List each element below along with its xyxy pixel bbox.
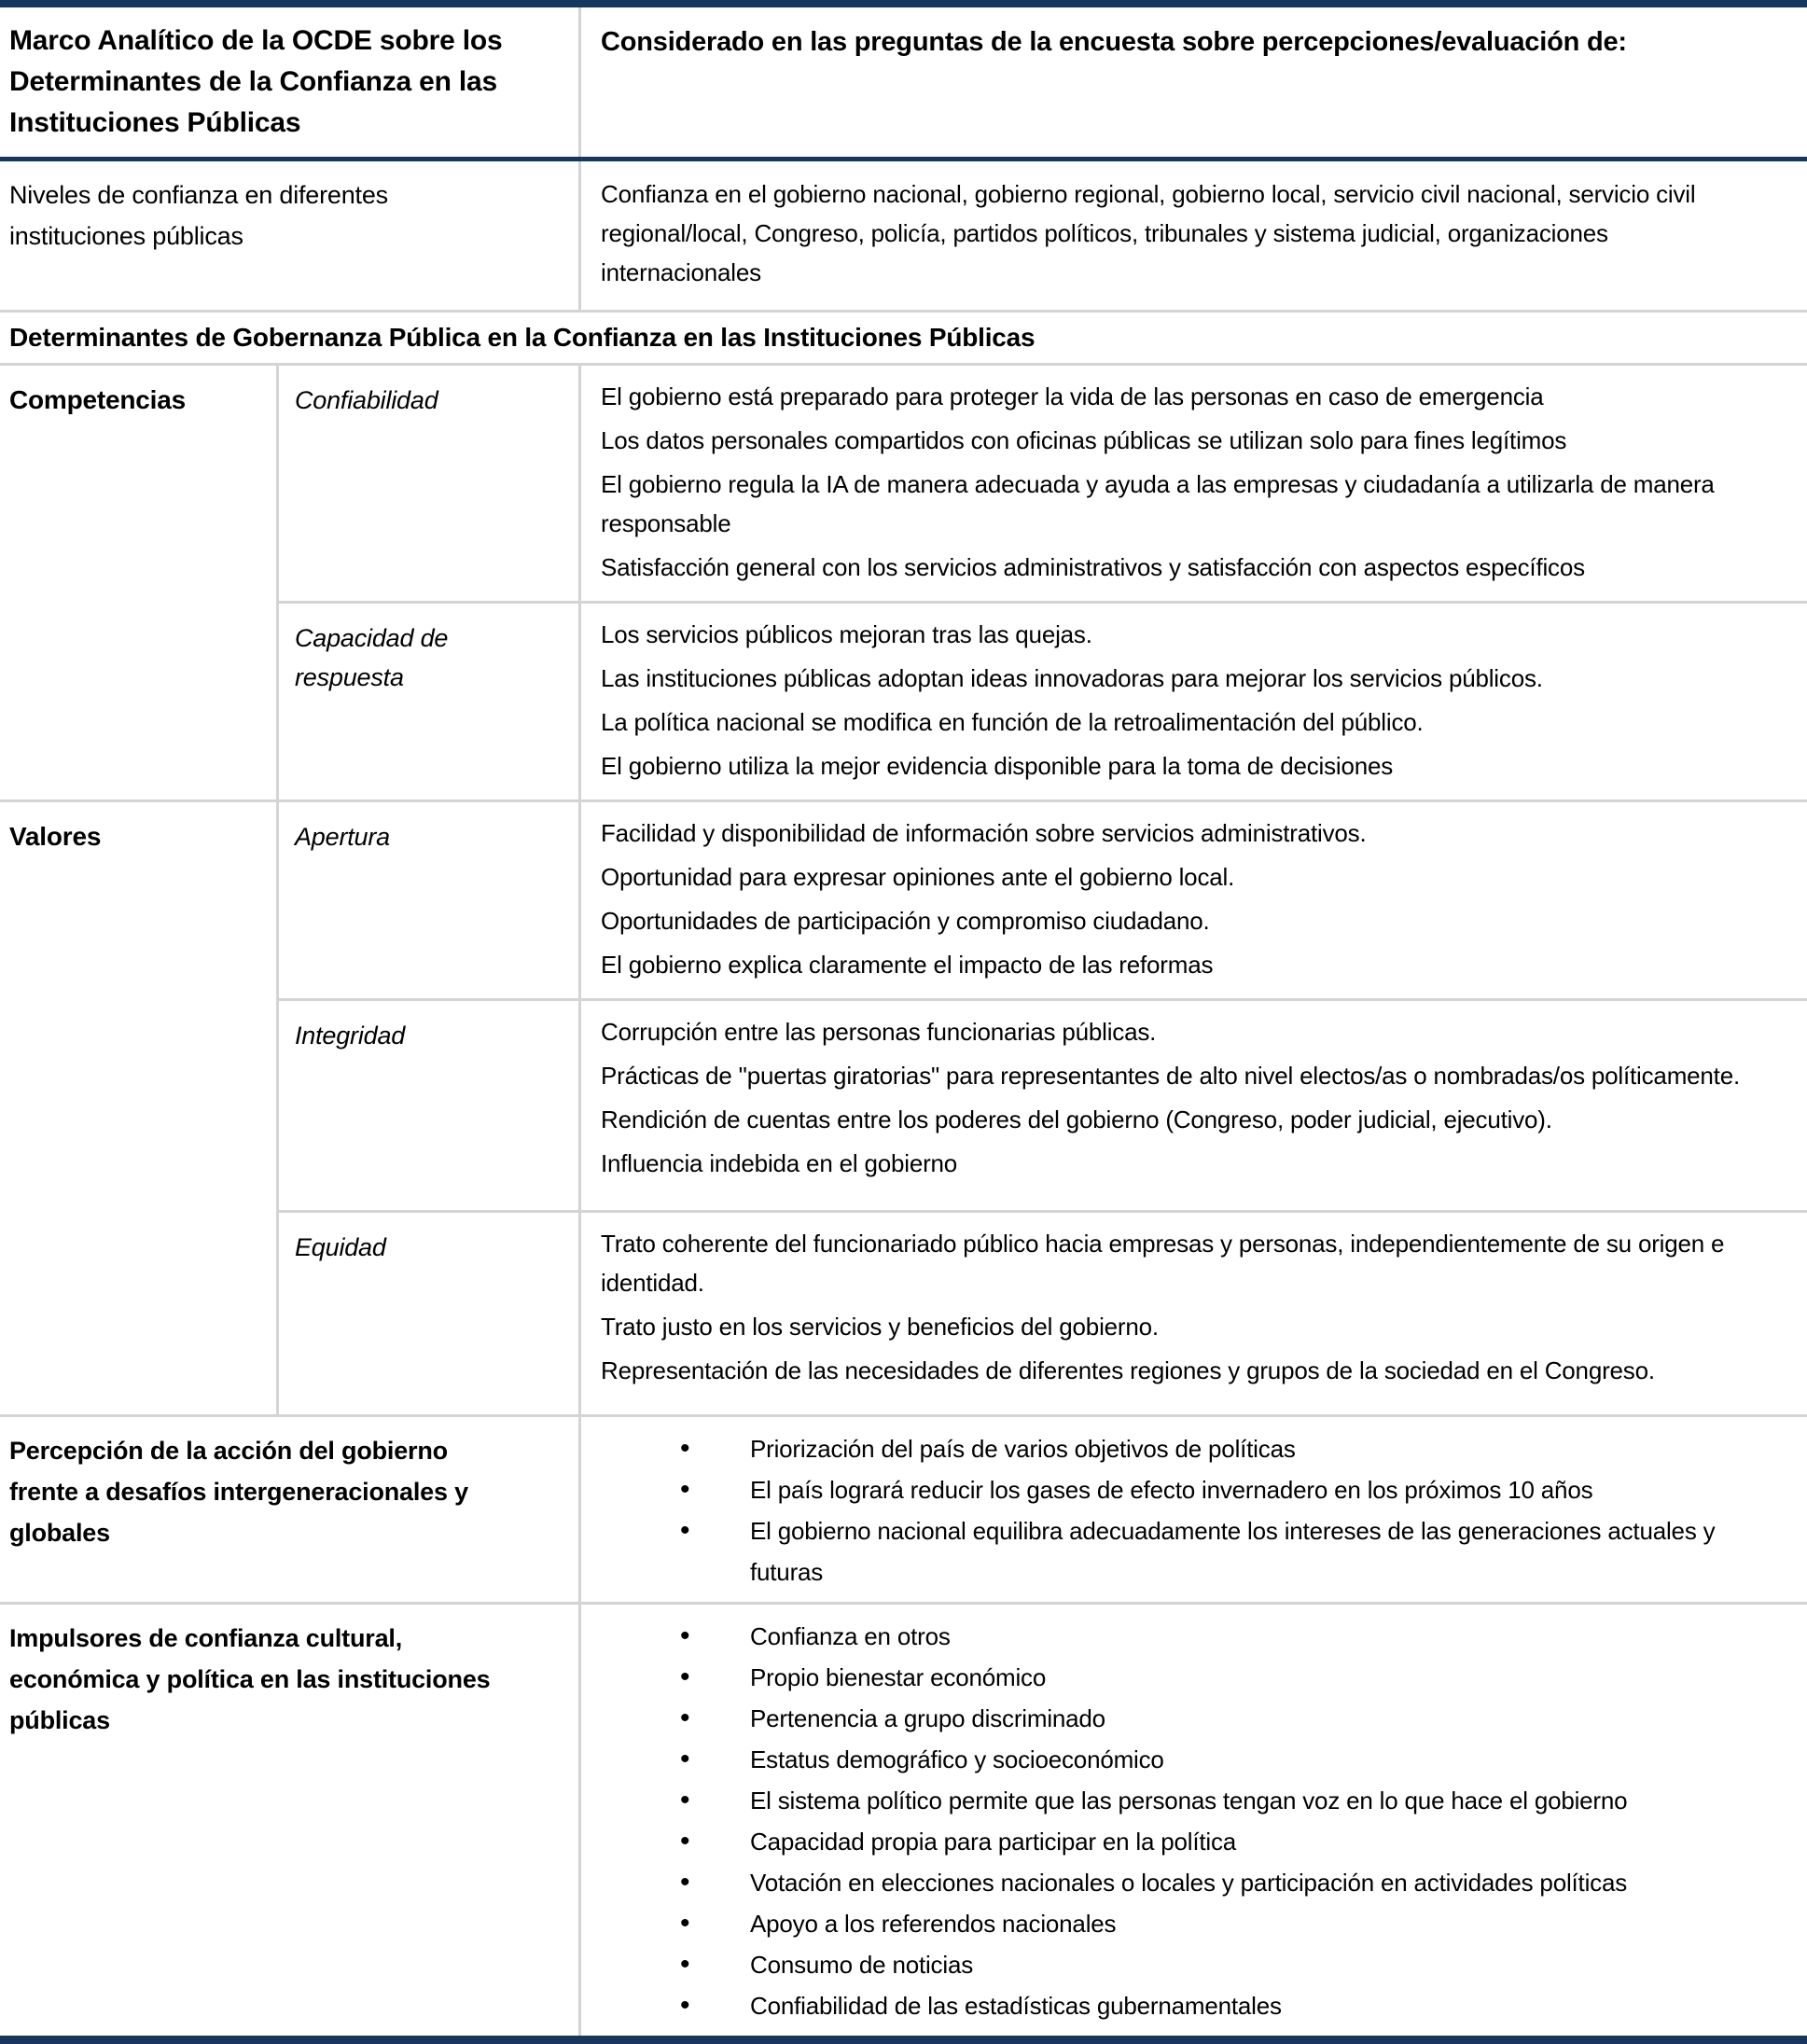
survey-item: Trato justo en los servicios y beneficios del gobierno. [601, 1313, 1159, 1341]
bullet-item [601, 1616, 1779, 1657]
survey-item: Los datos personales compartidos con oficinas públicas se utilizan solo para fines legítimos [601, 426, 1567, 454]
bullet-text: Apoyo a los referendos nacionales [750, 1910, 1117, 1938]
drivers-bullets-cell [578, 1605, 1807, 2036]
survey-item: Oportunidades de participación y compromiso ciudadano. [601, 907, 1210, 935]
survey-item: Satisfacción general con los servicios administrativos y satisfacción con aspectos específicos [601, 553, 1585, 581]
survey-item: El gobierno explica claramente el impacto de las reformas [601, 951, 1214, 979]
bullet-text: Confiabilidad de las estadísticas gubernamentales [750, 1992, 1282, 2020]
subcategory-label-confiabilidad: Confiabilidad [276, 366, 578, 601]
group-competencias [0, 366, 1807, 802]
survey-item: Influencia indebida en el gobierno [601, 1149, 958, 1177]
bullet-item [601, 1862, 1779, 1903]
bullet-item [601, 1657, 1779, 1698]
bullet-item [601, 1903, 1779, 1944]
bullet-item [601, 1428, 1779, 1469]
bullet-text: Votación en elecciones nacionales o locales y participación en actividades políticas [750, 1869, 1628, 1897]
perception-bullets-cell [578, 1417, 1807, 1602]
survey-item: Oportunidad para expresar opiniones ante el gobierno local. [601, 863, 1235, 891]
bullet-icon: • [680, 1990, 690, 2021]
items-cell-confiabilidad [578, 366, 1807, 601]
subcategory-label-equidad: Equidad [276, 1210, 578, 1414]
bullet-icon: • [680, 1474, 690, 1505]
bullet-text: Pertenencia a grupo discriminado [750, 1704, 1105, 1732]
survey-item: Corrupción entre las personas funcionarias públicas. [601, 1018, 1157, 1046]
items-cell-apertura [578, 802, 1807, 998]
items-cell-integridad [578, 998, 1807, 1210]
framework-header-cell: Marco Analítico de la OCDE sobre los Determinantes de la Confianza en las Instituciones Públicas [9, 25, 503, 138]
bullet-icon: • [680, 1826, 690, 1856]
bullet-text: El gobierno nacional equilibra adecuadamente los intereses de las generaciones actuales y futuras [750, 1517, 1716, 1586]
bullet-item [601, 1944, 1779, 1985]
bullet-icon: • [680, 1867, 690, 1898]
bullet-text: El sistema político permite que las personas tengan voz en lo que hace el gobierno [750, 1787, 1628, 1815]
table-header-row [0, 7, 1807, 161]
group-valores [0, 802, 1807, 1417]
perception-row [0, 1417, 1807, 1605]
trust-levels-content-cell [578, 161, 1807, 310]
bullet-text: Propio bienestar económico [750, 1663, 1047, 1691]
bullet-icon: • [680, 1908, 690, 1939]
survey-item: Representación de las necesidades de diferentes regiones y grupos de la sociedad en el Congreso. [601, 1356, 1655, 1384]
section-header: Determinantes de Gobernanza Pública en la Confianza en las Instituciones Públicas [0, 313, 1807, 366]
bullet-text: Estatus demográfico y socioeconómico [750, 1745, 1164, 1773]
perception-label: Percepción de la acción del gobierno frente a desafíos intergeneracionales y globales [9, 1437, 468, 1547]
bullet-item [601, 1510, 1779, 1592]
bullet-icon: • [680, 1949, 690, 1980]
bullet-icon: • [680, 1433, 690, 1464]
drivers-row [0, 1605, 1807, 2036]
survey-item: Facilidad y disponibilidad de información sobre servicios administrativos. [601, 819, 1367, 847]
survey-item: Prácticas de "puertas giratorias" para representantes de alto nivel electos/as o nombradas/os políticamente. [601, 1062, 1740, 1090]
bullet-item [601, 1739, 1779, 1780]
bullet-icon: • [680, 1662, 690, 1692]
bullet-item [601, 1698, 1779, 1739]
bullet-item [601, 1469, 1779, 1510]
category-label-competencias: Competencias [9, 385, 186, 414]
subcategory-label-apertura: Apertura [276, 802, 578, 998]
bullet-text: Consumo de noticias [750, 1951, 973, 1979]
drivers-label: Impulsores de confianza cultural, económica y política en las instituciones públicas [9, 1624, 491, 1734]
survey-item: El gobierno regula la IA de manera adecuada y ayuda a las empresas y ciudadanía a utilizarla de manera responsable [601, 470, 1715, 537]
items-cell-capacidad-de-respuesta [578, 601, 1807, 800]
subcategory-label-capacidad-de-respuesta: Capacidad de respuesta [276, 601, 578, 800]
trust-levels-row [0, 161, 1807, 313]
bullet-text: Capacidad propia para participar en la política [750, 1828, 1237, 1856]
bullet-text: Priorización del país de varios objetivos de políticas [750, 1435, 1296, 1463]
survey-item: Los servicios públicos mejoran tras las quejas. [601, 620, 1092, 648]
survey-item: Las instituciones públicas adoptan ideas innovadoras para mejorar los servicios públicos. [601, 664, 1543, 692]
bullet-text: Confianza en otros [750, 1622, 951, 1650]
bullet-text: El país logrará reducir los gases de efecto invernadero en los próximos 10 años [750, 1476, 1593, 1504]
survey-item: Rendición de cuentas entre los poderes del gobierno (Congreso, poder judicial, ejecutivo). [601, 1105, 1552, 1133]
trust-levels-label: Niveles de confianza en diferentes instituciones públicas [9, 181, 388, 250]
items-cell-equidad [578, 1210, 1807, 1414]
bullet-icon: • [680, 1785, 690, 1815]
survey-item: Trato coherente del funcionariado público hacia empresas y personas, independientemente de su origen e identidad. [601, 1230, 1725, 1297]
bullet-icon: • [680, 1744, 690, 1774]
survey-item: La política nacional se modifica en función de la retroalimentación del público. [601, 708, 1424, 736]
bullet-icon: • [680, 1515, 690, 1546]
bullet-icon: • [680, 1620, 690, 1651]
bullet-item [601, 1985, 1779, 2026]
trust-levels-content: Confianza en el gobierno nacional, gobierno regional, gobierno local, servicio civil nacional, servicio civil regional/local, Congreso, policía, partidos políticos, tribunales y sistema judicial, organizaciones internacionales [601, 180, 1696, 286]
survey-item: El gobierno utiliza la mejor evidencia disponible para la toma de decisiones [601, 752, 1394, 780]
category-label-valores: Valores [9, 822, 102, 851]
survey-item: El gobierno está preparado para proteger la vida de las personas en caso de emergencia [601, 382, 1544, 410]
subcategory-label-integridad: Integridad [276, 998, 578, 1210]
bullet-item [601, 1821, 1779, 1862]
bullet-item [601, 1780, 1779, 1821]
bullet-icon: • [680, 1703, 690, 1733]
survey-header-cell: Considerado en las preguntas de la encuesta sobre percepciones/evaluación de: [578, 7, 1807, 157]
